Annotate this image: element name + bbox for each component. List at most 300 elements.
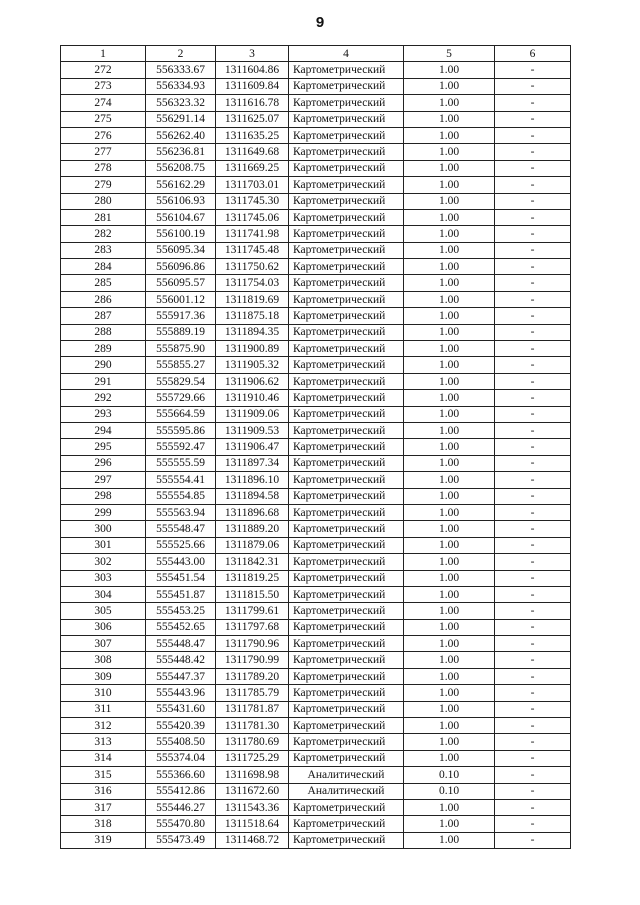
table-row — [61, 504, 571, 520]
table-body — [61, 62, 571, 849]
cell-y-coordinate: 1311750.62 — [216, 259, 289, 275]
cell-note: - — [495, 127, 571, 143]
table-row — [61, 816, 571, 832]
cell-x-coordinate: 555366.60 — [146, 767, 216, 783]
cell-accuracy: 1.00 — [404, 832, 495, 848]
header-cell: 3 — [216, 46, 289, 62]
cell-x-coordinate: 555729.66 — [146, 390, 216, 406]
cell-method: Картометрический — [289, 341, 404, 357]
cell-note: - — [495, 488, 571, 504]
cell-note: - — [495, 472, 571, 488]
cell-y-coordinate: 1311789.20 — [216, 668, 289, 684]
cell-y-coordinate: 1311910.46 — [216, 390, 289, 406]
cell-note: - — [495, 373, 571, 389]
cell-accuracy: 1.00 — [404, 537, 495, 553]
table-row — [61, 636, 571, 652]
cell-y-coordinate: 1311468.72 — [216, 832, 289, 848]
cell-method: Картометрический — [289, 62, 404, 78]
cell-point-number: 273 — [61, 78, 146, 94]
cell-x-coordinate: 555453.25 — [146, 603, 216, 619]
cell-accuracy: 1.00 — [404, 226, 495, 242]
cell-accuracy: 1.00 — [404, 78, 495, 94]
coordinates-table — [60, 45, 571, 849]
cell-note: - — [495, 636, 571, 652]
cell-y-coordinate: 1311900.89 — [216, 341, 289, 357]
cell-y-coordinate: 1311741.98 — [216, 226, 289, 242]
table-row — [61, 95, 571, 111]
table-row — [61, 177, 571, 193]
cell-method: Картометрический — [289, 799, 404, 815]
table-row — [61, 570, 571, 586]
cell-method: Картометрический — [289, 177, 404, 193]
table-row — [61, 783, 571, 799]
cell-point-number: 313 — [61, 734, 146, 750]
cell-note: - — [495, 160, 571, 176]
cell-y-coordinate: 1311905.32 — [216, 357, 289, 373]
cell-method: Картометрический — [289, 357, 404, 373]
cell-x-coordinate: 555374.04 — [146, 750, 216, 766]
cell-accuracy: 1.00 — [404, 718, 495, 734]
cell-y-coordinate: 1311790.96 — [216, 636, 289, 652]
cell-point-number: 316 — [61, 783, 146, 799]
cell-point-number: 308 — [61, 652, 146, 668]
cell-x-coordinate: 555592.47 — [146, 439, 216, 455]
cell-accuracy: 1.00 — [404, 144, 495, 160]
cell-point-number: 318 — [61, 816, 146, 832]
cell-note: - — [495, 341, 571, 357]
table-row — [61, 193, 571, 209]
cell-x-coordinate: 555855.27 — [146, 357, 216, 373]
cell-note: - — [495, 390, 571, 406]
cell-method: Картометрический — [289, 488, 404, 504]
table-row — [61, 62, 571, 78]
cell-method: Картометрический — [289, 504, 404, 520]
cell-accuracy: 1.00 — [404, 668, 495, 684]
cell-point-number: 314 — [61, 750, 146, 766]
cell-method: Картометрический — [289, 455, 404, 471]
cell-accuracy: 1.00 — [404, 504, 495, 520]
cell-x-coordinate: 555875.90 — [146, 341, 216, 357]
table-row — [61, 390, 571, 406]
cell-y-coordinate: 1311875.18 — [216, 308, 289, 324]
cell-y-coordinate: 1311672.60 — [216, 783, 289, 799]
cell-x-coordinate: 556100.19 — [146, 226, 216, 242]
cell-note: - — [495, 275, 571, 291]
cell-accuracy: 1.00 — [404, 570, 495, 586]
cell-accuracy: 1.00 — [404, 685, 495, 701]
header-cell: 1 — [61, 46, 146, 62]
cell-note: - — [495, 521, 571, 537]
cell-method: Картометрический — [289, 750, 404, 766]
cell-y-coordinate: 1311906.62 — [216, 373, 289, 389]
cell-method: Картометрический — [289, 603, 404, 619]
cell-x-coordinate: 556323.32 — [146, 95, 216, 111]
cell-method: Картометрический — [289, 78, 404, 94]
cell-x-coordinate: 556095.57 — [146, 275, 216, 291]
cell-method: Картометрический — [289, 570, 404, 586]
cell-method: Картометрический — [289, 127, 404, 143]
cell-point-number: 275 — [61, 111, 146, 127]
cell-x-coordinate: 555412.86 — [146, 783, 216, 799]
table-row — [61, 472, 571, 488]
cell-point-number: 288 — [61, 324, 146, 340]
page-number: 9 — [315, 14, 325, 31]
table-row — [61, 455, 571, 471]
cell-accuracy: 1.00 — [404, 472, 495, 488]
cell-y-coordinate: 1311609.84 — [216, 78, 289, 94]
cell-note: - — [495, 799, 571, 815]
cell-y-coordinate: 1311896.10 — [216, 472, 289, 488]
header-cell: 2 — [146, 46, 216, 62]
cell-method: Картометрический — [289, 422, 404, 438]
cell-method: Картометрический — [289, 537, 404, 553]
cell-note: - — [495, 816, 571, 832]
cell-y-coordinate: 1311909.06 — [216, 406, 289, 422]
cell-x-coordinate: 555443.00 — [146, 554, 216, 570]
cell-accuracy: 1.00 — [404, 406, 495, 422]
cell-accuracy: 1.00 — [404, 193, 495, 209]
cell-accuracy: 1.00 — [404, 799, 495, 815]
cell-x-coordinate: 555448.47 — [146, 636, 216, 652]
cell-accuracy: 1.00 — [404, 357, 495, 373]
cell-accuracy: 1.00 — [404, 521, 495, 537]
cell-accuracy: 1.00 — [404, 701, 495, 717]
cell-note: - — [495, 750, 571, 766]
cell-y-coordinate: 1311819.25 — [216, 570, 289, 586]
cell-x-coordinate: 555563.94 — [146, 504, 216, 520]
cell-point-number: 311 — [61, 701, 146, 717]
cell-x-coordinate: 555889.19 — [146, 324, 216, 340]
cell-point-number: 309 — [61, 668, 146, 684]
cell-accuracy: 1.00 — [404, 603, 495, 619]
cell-point-number: 304 — [61, 586, 146, 602]
cell-method: Картометрический — [289, 652, 404, 668]
cell-x-coordinate: 555525.66 — [146, 537, 216, 553]
cell-x-coordinate: 556162.29 — [146, 177, 216, 193]
cell-method: Картометрический — [289, 554, 404, 570]
table-row — [61, 554, 571, 570]
cell-note: - — [495, 734, 571, 750]
cell-x-coordinate: 555446.27 — [146, 799, 216, 815]
table-row — [61, 209, 571, 225]
cell-y-coordinate: 1311842.31 — [216, 554, 289, 570]
header-cell: 5 — [404, 46, 495, 62]
cell-method: Картометрический — [289, 718, 404, 734]
cell-y-coordinate: 1311785.79 — [216, 685, 289, 701]
cell-x-coordinate: 556095.34 — [146, 242, 216, 258]
cell-accuracy: 0.10 — [404, 767, 495, 783]
table-row — [61, 259, 571, 275]
cell-note: - — [495, 78, 571, 94]
table-row — [61, 619, 571, 635]
cell-x-coordinate: 555917.36 — [146, 308, 216, 324]
cell-method: Картометрический — [289, 259, 404, 275]
cell-accuracy: 1.00 — [404, 341, 495, 357]
cell-method: Картометрический — [289, 193, 404, 209]
cell-note: - — [495, 701, 571, 717]
cell-y-coordinate: 1311649.68 — [216, 144, 289, 160]
table-row — [61, 242, 571, 258]
cell-x-coordinate: 555470.80 — [146, 816, 216, 832]
cell-point-number: 284 — [61, 259, 146, 275]
cell-method: Картометрический — [289, 816, 404, 832]
table-row — [61, 685, 571, 701]
table-row — [61, 521, 571, 537]
cell-y-coordinate: 1311625.07 — [216, 111, 289, 127]
cell-accuracy: 1.00 — [404, 816, 495, 832]
cell-point-number: 319 — [61, 832, 146, 848]
cell-point-number: 287 — [61, 308, 146, 324]
cell-note: - — [495, 767, 571, 783]
cell-point-number: 292 — [61, 390, 146, 406]
cell-accuracy: 1.00 — [404, 488, 495, 504]
cell-point-number: 272 — [61, 62, 146, 78]
cell-method: Картометрический — [289, 636, 404, 652]
cell-point-number: 290 — [61, 357, 146, 373]
cell-method: Картометрический — [289, 95, 404, 111]
cell-note: - — [495, 193, 571, 209]
cell-method: Картометрический — [289, 685, 404, 701]
cell-y-coordinate: 1311799.61 — [216, 603, 289, 619]
cell-x-coordinate: 556106.93 — [146, 193, 216, 209]
cell-y-coordinate: 1311819.69 — [216, 291, 289, 307]
cell-method: Картометрический — [289, 373, 404, 389]
cell-y-coordinate: 1311889.20 — [216, 521, 289, 537]
cell-note: - — [495, 685, 571, 701]
cell-point-number: 289 — [61, 341, 146, 357]
cell-accuracy: 1.00 — [404, 95, 495, 111]
cell-note: - — [495, 668, 571, 684]
cell-note: - — [495, 570, 571, 586]
cell-method: Картометрический — [289, 291, 404, 307]
cell-y-coordinate: 1311543.36 — [216, 799, 289, 815]
table-row — [61, 718, 571, 734]
cell-note: - — [495, 422, 571, 438]
cell-x-coordinate: 555829.54 — [146, 373, 216, 389]
cell-y-coordinate: 1311754.03 — [216, 275, 289, 291]
table-header — [61, 46, 571, 62]
cell-point-number: 312 — [61, 718, 146, 734]
cell-x-coordinate: 555452.65 — [146, 619, 216, 635]
cell-note: - — [495, 783, 571, 799]
table-row — [61, 406, 571, 422]
cell-accuracy: 1.00 — [404, 209, 495, 225]
cell-y-coordinate: 1311745.48 — [216, 242, 289, 258]
cell-point-number: 298 — [61, 488, 146, 504]
cell-method: Картометрический — [289, 472, 404, 488]
cell-point-number: 276 — [61, 127, 146, 143]
table-row — [61, 111, 571, 127]
cell-y-coordinate: 1311745.06 — [216, 209, 289, 225]
cell-y-coordinate: 1311781.30 — [216, 718, 289, 734]
cell-point-number: 302 — [61, 554, 146, 570]
cell-point-number: 293 — [61, 406, 146, 422]
table-row — [61, 144, 571, 160]
cell-note: - — [495, 209, 571, 225]
cell-x-coordinate: 556208.75 — [146, 160, 216, 176]
cell-accuracy: 1.00 — [404, 750, 495, 766]
cell-y-coordinate: 1311896.68 — [216, 504, 289, 520]
cell-accuracy: 1.00 — [404, 160, 495, 176]
cell-x-coordinate: 555451.87 — [146, 586, 216, 602]
cell-note: - — [495, 308, 571, 324]
table-row — [61, 357, 571, 373]
cell-point-number: 283 — [61, 242, 146, 258]
cell-x-coordinate: 555554.85 — [146, 488, 216, 504]
cell-y-coordinate: 1311797.68 — [216, 619, 289, 635]
cell-note: - — [495, 537, 571, 553]
cell-method: Картометрический — [289, 144, 404, 160]
cell-accuracy: 1.00 — [404, 554, 495, 570]
cell-point-number: 301 — [61, 537, 146, 553]
cell-note: - — [495, 455, 571, 471]
table-row — [61, 488, 571, 504]
cell-accuracy: 1.00 — [404, 177, 495, 193]
table-row — [61, 750, 571, 766]
cell-y-coordinate: 1311894.58 — [216, 488, 289, 504]
cell-method: Картометрический — [289, 521, 404, 537]
cell-method: Картометрический — [289, 275, 404, 291]
cell-accuracy: 1.00 — [404, 308, 495, 324]
cell-y-coordinate: 1311635.25 — [216, 127, 289, 143]
cell-method: Картометрический — [289, 209, 404, 225]
table-row — [61, 767, 571, 783]
table-row — [61, 439, 571, 455]
cell-accuracy: 1.00 — [404, 586, 495, 602]
cell-y-coordinate: 1311518.64 — [216, 816, 289, 832]
cell-point-number: 296 — [61, 455, 146, 471]
cell-accuracy: 1.00 — [404, 291, 495, 307]
cell-point-number: 274 — [61, 95, 146, 111]
cell-y-coordinate: 1311781.87 — [216, 701, 289, 717]
table-row — [61, 341, 571, 357]
cell-method: Картометрический — [289, 406, 404, 422]
cell-point-number: 307 — [61, 636, 146, 652]
cell-y-coordinate: 1311703.01 — [216, 177, 289, 193]
cell-y-coordinate: 1311894.35 — [216, 324, 289, 340]
cell-x-coordinate: 556333.67 — [146, 62, 216, 78]
cell-note: - — [495, 586, 571, 602]
cell-note: - — [495, 504, 571, 520]
cell-method: Картометрический — [289, 701, 404, 717]
table-row — [61, 734, 571, 750]
table-row — [61, 308, 571, 324]
cell-point-number: 305 — [61, 603, 146, 619]
cell-note: - — [495, 177, 571, 193]
cell-accuracy: 1.00 — [404, 324, 495, 340]
table-row — [61, 701, 571, 717]
cell-y-coordinate: 1311669.25 — [216, 160, 289, 176]
cell-y-coordinate: 1311909.53 — [216, 422, 289, 438]
table-row — [61, 799, 571, 815]
cell-x-coordinate: 556001.12 — [146, 291, 216, 307]
cell-point-number: 279 — [61, 177, 146, 193]
cell-accuracy: 1.00 — [404, 242, 495, 258]
table-row — [61, 291, 571, 307]
cell-method: Картометрический — [289, 832, 404, 848]
table-row — [61, 373, 571, 389]
cell-note: - — [495, 291, 571, 307]
cell-note: - — [495, 832, 571, 848]
cell-note: - — [495, 718, 571, 734]
cell-method: Аналитический — [289, 767, 404, 783]
cell-x-coordinate: 556096.86 — [146, 259, 216, 275]
cell-method: Картометрический — [289, 390, 404, 406]
cell-x-coordinate: 555548.47 — [146, 521, 216, 537]
cell-note: - — [495, 144, 571, 160]
cell-accuracy: 1.00 — [404, 259, 495, 275]
cell-y-coordinate: 1311790.99 — [216, 652, 289, 668]
cell-note: - — [495, 619, 571, 635]
header-row — [61, 46, 571, 62]
table-row — [61, 226, 571, 242]
cell-y-coordinate: 1311745.30 — [216, 193, 289, 209]
cell-y-coordinate: 1311604.86 — [216, 62, 289, 78]
cell-x-coordinate: 556262.40 — [146, 127, 216, 143]
cell-note: - — [495, 324, 571, 340]
cell-method: Картометрический — [289, 734, 404, 750]
cell-accuracy: 0.10 — [404, 783, 495, 799]
cell-accuracy: 1.00 — [404, 62, 495, 78]
cell-point-number: 282 — [61, 226, 146, 242]
cell-point-number: 291 — [61, 373, 146, 389]
cell-x-coordinate: 555431.60 — [146, 701, 216, 717]
table-row — [61, 275, 571, 291]
cell-method: Картометрический — [289, 619, 404, 635]
cell-point-number: 297 — [61, 472, 146, 488]
cell-y-coordinate: 1311698.98 — [216, 767, 289, 783]
cell-y-coordinate: 1311725.29 — [216, 750, 289, 766]
table-row — [61, 324, 571, 340]
cell-method: Картометрический — [289, 226, 404, 242]
cell-point-number: 280 — [61, 193, 146, 209]
table-row — [61, 127, 571, 143]
cell-accuracy: 1.00 — [404, 439, 495, 455]
cell-note: - — [495, 242, 571, 258]
cell-y-coordinate: 1311897.34 — [216, 455, 289, 471]
cell-note: - — [495, 652, 571, 668]
cell-x-coordinate: 556291.14 — [146, 111, 216, 127]
cell-x-coordinate: 555408.50 — [146, 734, 216, 750]
header-cell: 4 — [289, 46, 404, 62]
cell-x-coordinate: 555443.96 — [146, 685, 216, 701]
cell-point-number: 278 — [61, 160, 146, 176]
cell-note: - — [495, 259, 571, 275]
cell-method: Аналитический — [289, 783, 404, 799]
cell-point-number: 281 — [61, 209, 146, 225]
cell-method: Картометрический — [289, 668, 404, 684]
cell-y-coordinate: 1311906.47 — [216, 439, 289, 455]
cell-accuracy: 1.00 — [404, 636, 495, 652]
cell-x-coordinate: 555420.39 — [146, 718, 216, 734]
cell-method: Картометрический — [289, 586, 404, 602]
cell-note: - — [495, 95, 571, 111]
cell-note: - — [495, 406, 571, 422]
cell-y-coordinate: 1311879.06 — [216, 537, 289, 553]
table-row — [61, 537, 571, 553]
table-row — [61, 652, 571, 668]
cell-method: Картометрический — [289, 439, 404, 455]
cell-x-coordinate: 555555.59 — [146, 455, 216, 471]
table-row — [61, 832, 571, 848]
cell-x-coordinate: 555451.54 — [146, 570, 216, 586]
cell-method: Картометрический — [289, 160, 404, 176]
table-row — [61, 586, 571, 602]
cell-point-number: 303 — [61, 570, 146, 586]
cell-note: - — [495, 111, 571, 127]
table-row — [61, 668, 571, 684]
cell-accuracy: 1.00 — [404, 455, 495, 471]
